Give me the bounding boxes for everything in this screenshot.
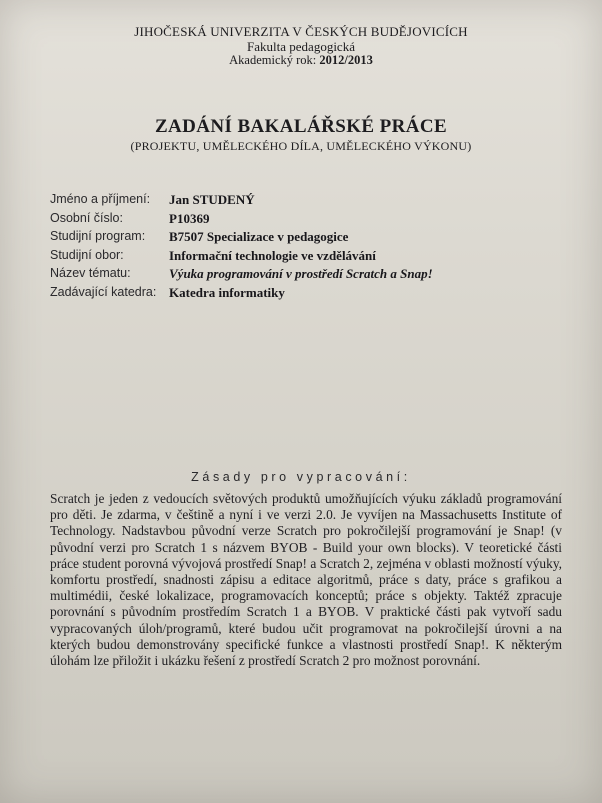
student-info-fields <box>50 192 570 303</box>
rules-paragraph: Scratch je jeden z vedoucích světových produktů umožňujících výuku základů programování pro děti. Je zdarma, v češtině a nyní i ve verzi 2.0. Je vyvíjen na Massachusetts Institute of Technology. Nadstavbou původní verze Scratch pro pokročilejší programování je Snap! (v původní verzi pro Scratch 1 s názvem BYOB - Build your own blocks). V teoretické části práce student porovná vývojová prostředí Snap! a Scratch 2, zejména v oblasti možností výuky, komfortu prostředí, snadnosti zápisu a editace algoritmů, práce s daty, práce s grafikou a multimédii, české lokalizace, programovacích konceptů; práce s objekty. Taktéž zpracuje porovnání s původním prostředím Scratch 1 a BYOB. V praktické části pak vytvoří sadu vypracovaných úloh/programů, které budou učit programovat na pokročilejší úrovni a na kterých budou demonstrovány specifické funkce a vlastnosti prostředí Snap!. K některým úlohám lze přiložit i ukázku řešení z prostředí Scratch 2 pro možnost porovnání. <box>50 491 562 669</box>
document-title: ZADÁNÍ BAKALÁŘSKÉ PRÁCE <box>154 116 448 137</box>
field-label: Jméno a příjmení: <box>50 192 151 206</box>
field-row-personal-number <box>50 211 570 230</box>
field-value: P10369 <box>169 210 210 226</box>
field-label: Osobní číslo: <box>50 210 123 225</box>
academic-year-label: Akademický rok: <box>229 53 317 67</box>
field-value: Katedra informatiky <box>169 284 285 300</box>
rules-heading: Zásady pro vypracování: <box>191 470 411 484</box>
field-label: Studijní obor: <box>50 247 124 262</box>
field-value: Výuka programování v prostředí Scratch a Snap! <box>169 266 433 281</box>
faculty-name: Fakulta pedagogická <box>247 39 355 54</box>
field-row-department <box>50 285 570 304</box>
academic-year <box>0 53 602 68</box>
university-name: JIHOČESKÁ UNIVERZITA V ČESKÝCH BUDĚJOVICÍCH <box>134 24 468 39</box>
field-label: Studijní program: <box>50 229 146 243</box>
field-row-study-field <box>50 248 570 267</box>
field-value: B7507 Specializace v pedagogice <box>169 229 349 244</box>
field-value: Jan STUDENÝ <box>169 192 255 207</box>
field-value: Informační technologie ve vzdělávání <box>169 247 376 263</box>
field-row-study-program <box>50 229 570 248</box>
field-row-topic <box>50 266 570 285</box>
academic-year-value: 2012/2013 <box>319 53 373 67</box>
document-subtitle: (PROJEKTU, UMĚLECKÉHO DÍLA, UMĚLECKÉHO VÝKONU) <box>130 139 472 153</box>
field-row-name <box>50 192 570 211</box>
field-label: Zadávající katedra: <box>50 284 157 299</box>
field-label: Název tématu: <box>50 266 131 280</box>
